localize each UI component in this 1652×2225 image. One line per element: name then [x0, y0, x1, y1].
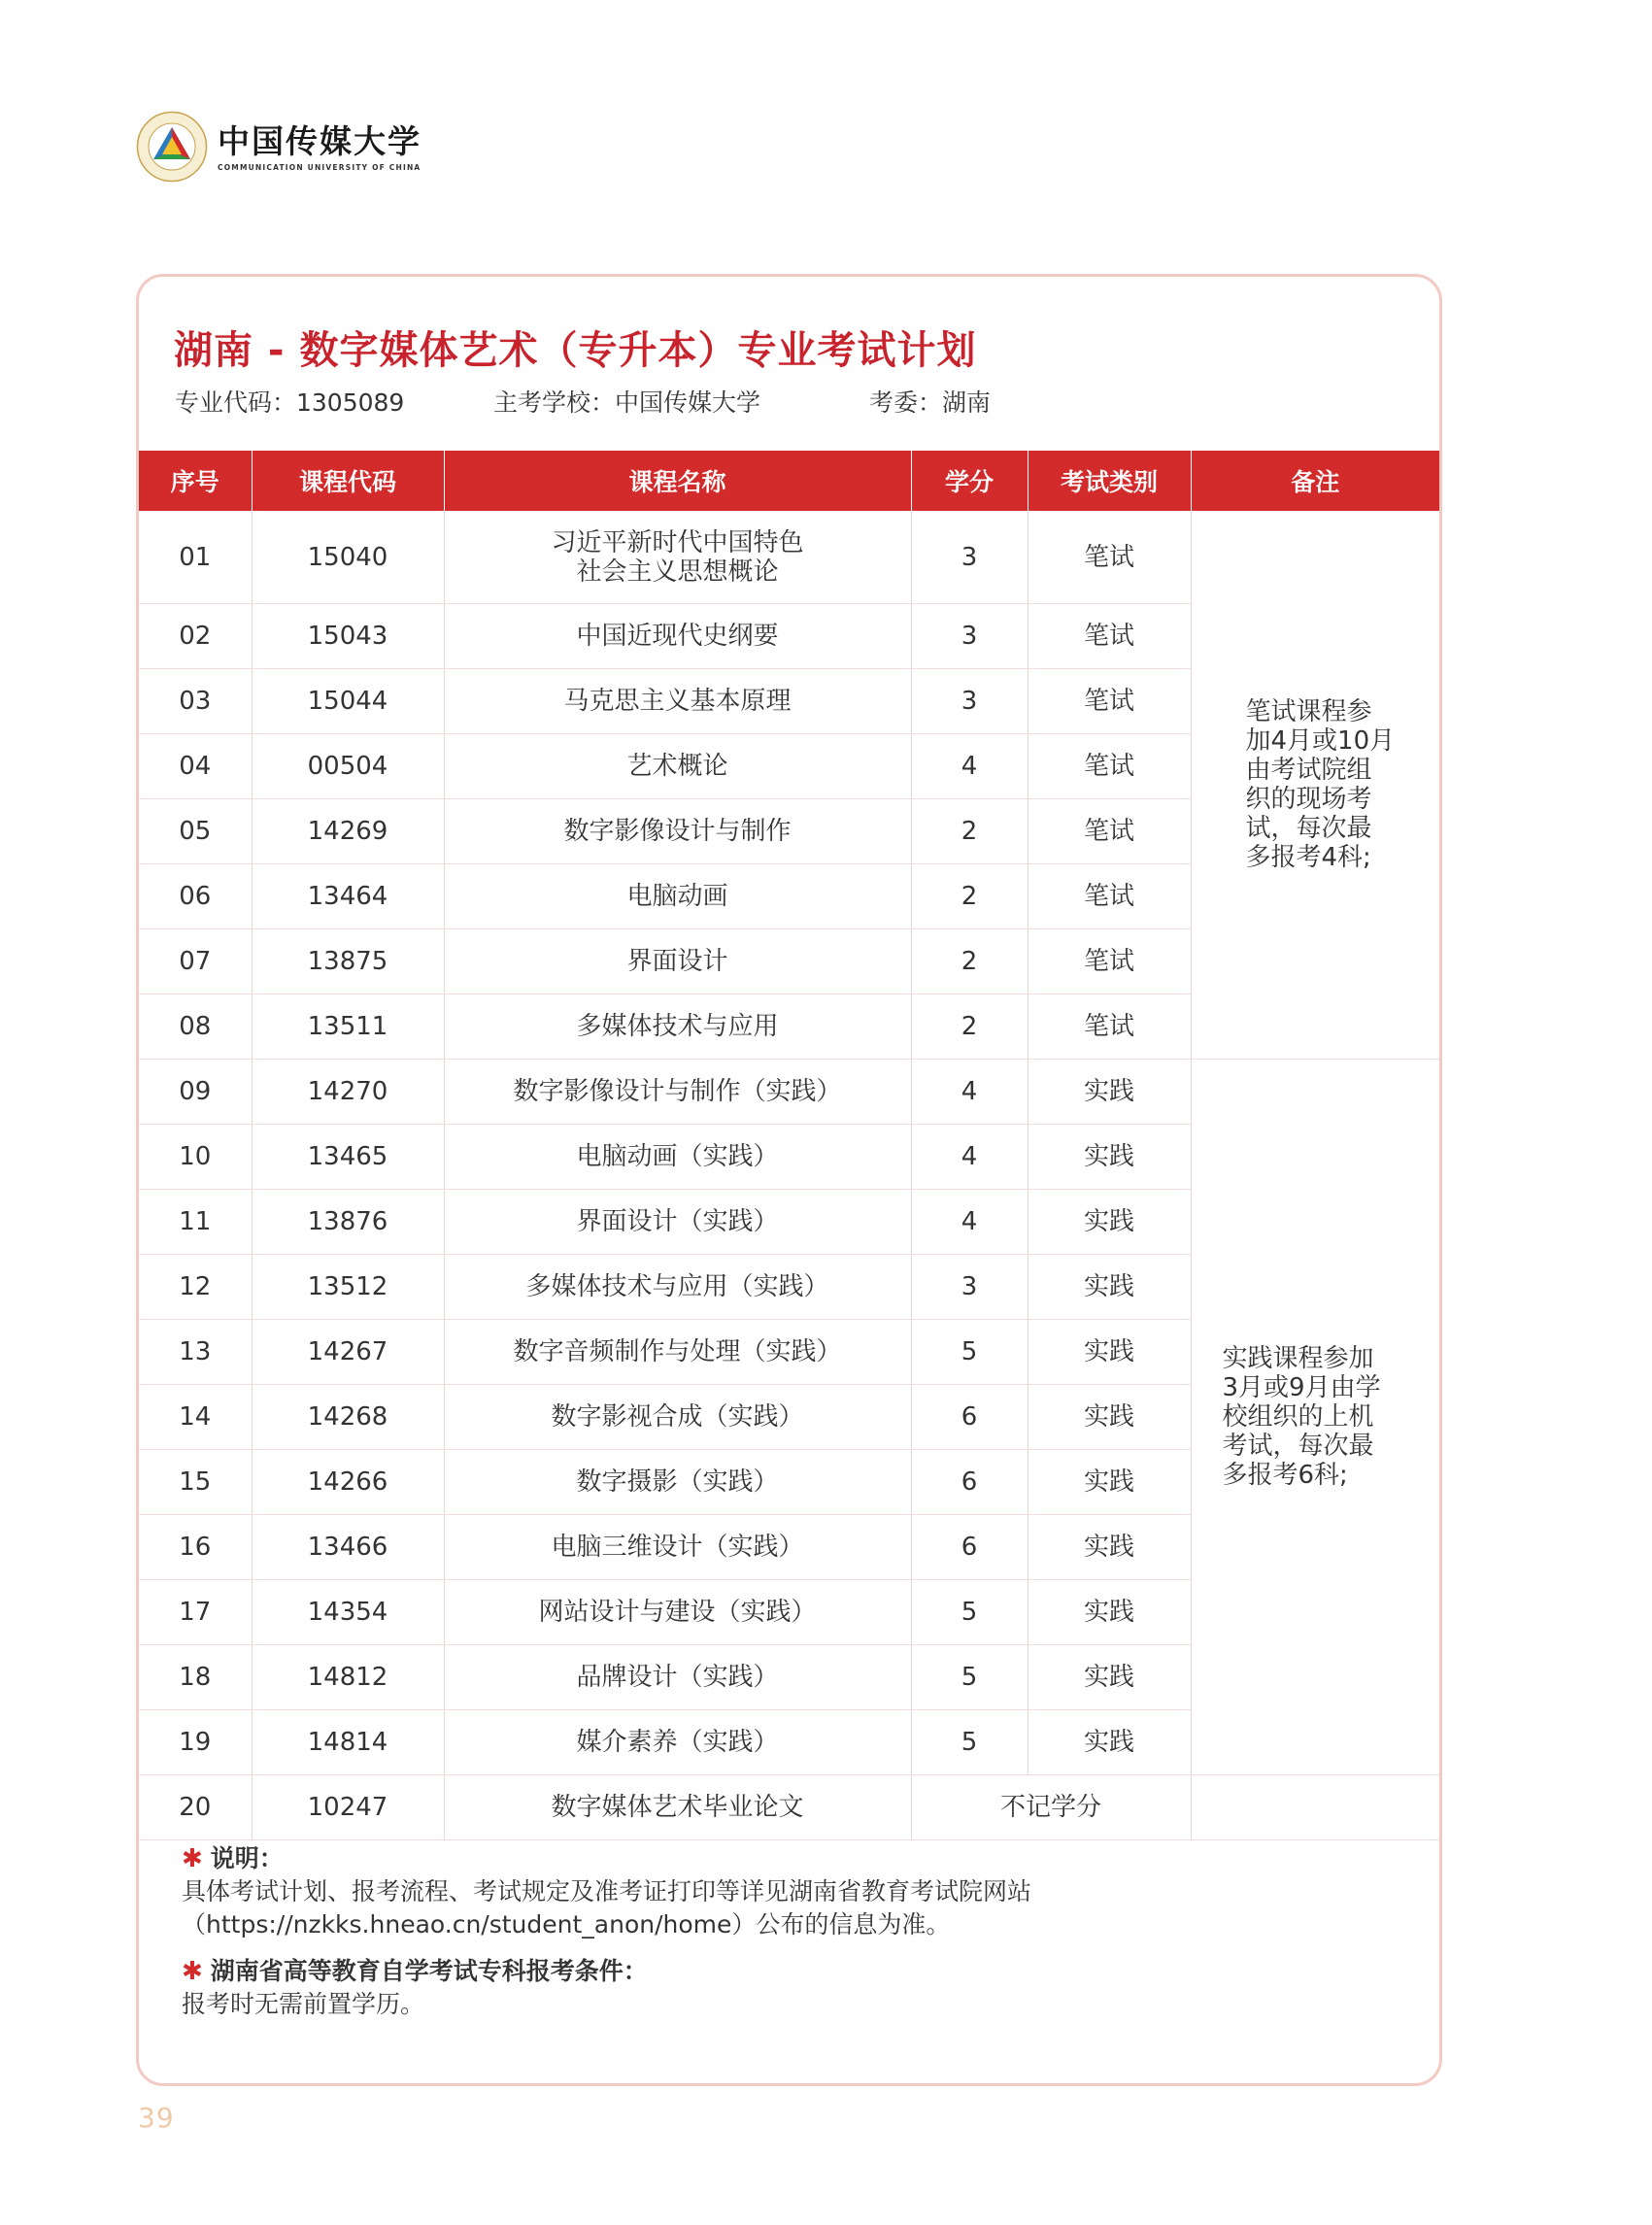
- row-no: 18: [139, 1645, 252, 1710]
- university-name-en: COMMUNICATION UNIVERSITY OF CHINA: [218, 162, 421, 172]
- row-course-name: 数字影像设计与制作: [444, 799, 911, 864]
- exam-committee: 考委：湖南: [869, 388, 992, 417]
- page-number: 39: [138, 2102, 175, 2134]
- row-credit: 6: [911, 1385, 1028, 1450]
- row-exam-type: 实践: [1028, 1450, 1191, 1515]
- row-exam-type: 实践: [1028, 1190, 1191, 1255]
- row-exam-type: 实践: [1028, 1515, 1191, 1580]
- row-credit-type: 不记学分: [911, 1775, 1191, 1840]
- explanation-heading: [182, 1842, 1405, 1875]
- row-code: 15044: [252, 669, 444, 734]
- row-course-name: 数字音频制作与处理（实践）: [444, 1320, 911, 1385]
- row-code: 13875: [252, 929, 444, 995]
- university-name-cn: 中国传媒大学: [218, 121, 421, 160]
- row-code: 10247: [252, 1775, 444, 1840]
- note-line: 实践课程参加: [1222, 1344, 1374, 1373]
- row-no: 19: [139, 1710, 252, 1775]
- row-course-name: 界面设计: [444, 929, 911, 995]
- row-code: 13464: [252, 864, 444, 929]
- row-credit: 3: [911, 669, 1028, 734]
- row-course-name: 多媒体技术与应用（实践）: [444, 1255, 911, 1320]
- row-course-name: [444, 511, 911, 604]
- row-exam-type: 笔试: [1028, 864, 1191, 929]
- row-exam-type: 笔试: [1028, 604, 1191, 669]
- row-course-name: 数字影视合成（实践）: [444, 1385, 911, 1450]
- row-course-name: 电脑三维设计（实践）: [444, 1515, 911, 1580]
- row-credit: 2: [911, 929, 1028, 995]
- asterisk-icon: ✱: [182, 1844, 203, 1873]
- row-exam-type: 笔试: [1028, 929, 1191, 995]
- row-code: 13876: [252, 1190, 444, 1255]
- row-course-name: 数字影像设计与制作（实践）: [444, 1060, 911, 1125]
- row-exam-type: 笔试: [1028, 799, 1191, 864]
- note-line: 校组织的上机: [1222, 1402, 1374, 1432]
- row-credit: 3: [911, 1255, 1028, 1320]
- row-no: 11: [139, 1190, 252, 1255]
- row-course-name: 中国近现代史纲要: [444, 604, 911, 669]
- row-no: 06: [139, 864, 252, 929]
- university-logo: [136, 111, 421, 183]
- row-no: 12: [139, 1255, 252, 1320]
- row-exam-type: 笔试: [1028, 511, 1191, 604]
- row-code: 14266: [252, 1450, 444, 1515]
- row-code: 14354: [252, 1580, 444, 1645]
- row-course-name: 网站设计与建设（实践）: [444, 1580, 911, 1645]
- explanation-section: [182, 1842, 1405, 2021]
- row-code: 13465: [252, 1125, 444, 1190]
- row-code: 14267: [252, 1320, 444, 1385]
- header-type: 考试类别: [1028, 451, 1191, 511]
- plan-meta: [175, 384, 991, 419]
- header-code: 课程代码: [252, 451, 444, 511]
- row-course-name: 数字摄影（实践）: [444, 1450, 911, 1515]
- row-no: 09: [139, 1060, 252, 1125]
- practice-exam-note: [1191, 1060, 1439, 1775]
- row-no: 05: [139, 799, 252, 864]
- row-credit: 5: [911, 1710, 1028, 1775]
- row-exam-type: 笔试: [1028, 669, 1191, 734]
- note-line: 加4月或10月: [1245, 726, 1396, 756]
- row-course-name: 数字媒体艺术毕业论文: [444, 1775, 911, 1840]
- note-line: 3月或9月由学: [1222, 1373, 1381, 1402]
- row-code: 15040: [252, 511, 444, 604]
- row-course-name: 媒介素养（实践）: [444, 1710, 911, 1775]
- row-code: 13511: [252, 995, 444, 1060]
- row-no: 10: [139, 1125, 252, 1190]
- row-no: 04: [139, 734, 252, 799]
- row-no: 01: [139, 511, 252, 604]
- row-no: 08: [139, 995, 252, 1060]
- explanation-text-line2: （https://nzkks.hneao.cn/student_anon/home）公布的信息为准。: [182, 1910, 951, 1938]
- row-no: 20: [139, 1775, 252, 1840]
- row-credit: 4: [911, 1060, 1028, 1125]
- row-course-name: 多媒体技术与应用: [444, 995, 911, 1060]
- row-credit: 4: [911, 734, 1028, 799]
- note-line: 多报考6科;: [1222, 1461, 1348, 1490]
- row-exam-type: 实践: [1028, 1125, 1191, 1190]
- note-line: 笔试课程参: [1245, 697, 1372, 726]
- row-code: 13466: [252, 1515, 444, 1580]
- row-course-name: 界面设计（实践）: [444, 1190, 911, 1255]
- header-credit: 学分: [911, 451, 1028, 511]
- row-exam-type: 实践: [1028, 1255, 1191, 1320]
- row-no: 07: [139, 929, 252, 995]
- row-credit: 2: [911, 864, 1028, 929]
- requirements-heading: [182, 1955, 1405, 1988]
- note-line: 织的现场考: [1245, 785, 1372, 814]
- row-course-name: 品牌设计（实践）: [444, 1645, 911, 1710]
- table-row: [139, 1775, 1439, 1840]
- row-credit: 2: [911, 799, 1028, 864]
- row-course-name: 电脑动画: [444, 864, 911, 929]
- header-name: 课程名称: [444, 451, 911, 511]
- row-code: 13512: [252, 1255, 444, 1320]
- row-credit: 5: [911, 1645, 1028, 1710]
- note-line: 多报考4科;: [1245, 843, 1371, 872]
- row-code: 14269: [252, 799, 444, 864]
- row-credit: 3: [911, 604, 1028, 669]
- university-emblem-icon: [136, 111, 208, 183]
- row-code: 14270: [252, 1060, 444, 1125]
- requirements-text: 报考时无需前置学历。: [182, 1990, 425, 2018]
- row-code: 00504: [252, 734, 444, 799]
- row-no: 03: [139, 669, 252, 734]
- row-credit: 5: [911, 1320, 1028, 1385]
- row-credit: 5: [911, 1580, 1028, 1645]
- row-no: 02: [139, 604, 252, 669]
- row-exam-type: 实践: [1028, 1320, 1191, 1385]
- major-code: 专业代码：1305089: [175, 388, 405, 417]
- table-header-row: [139, 451, 1439, 511]
- row-code: 14268: [252, 1385, 444, 1450]
- row-code: 15043: [252, 604, 444, 669]
- row-no: 14: [139, 1385, 252, 1450]
- header-note: 备注: [1191, 451, 1439, 511]
- row-exam-type: 笔试: [1028, 734, 1191, 799]
- row-exam-type: 笔试: [1028, 995, 1191, 1060]
- row-credit: 6: [911, 1515, 1028, 1580]
- host-school: 主考学校：中国传媒大学: [493, 388, 761, 417]
- explanation-title: 说明：: [210, 1844, 284, 1872]
- row-exam-type: 实践: [1028, 1580, 1191, 1645]
- row-code: 14812: [252, 1645, 444, 1710]
- page-title: 湖南 - 数字媒体艺术（专升本）专业考试计划: [174, 328, 977, 373]
- note-line: 考试，每次最: [1222, 1432, 1374, 1461]
- row-exam-type: 实践: [1028, 1710, 1191, 1775]
- row-credit: 4: [911, 1190, 1028, 1255]
- written-exam-note: [1191, 511, 1439, 1060]
- row-credit: 2: [911, 995, 1028, 1060]
- note-line: 由考试院组: [1245, 756, 1372, 785]
- row-no: 13: [139, 1320, 252, 1385]
- row-no: 16: [139, 1515, 252, 1580]
- row-code: 14814: [252, 1710, 444, 1775]
- course-name-line1: 习近平新时代中国特色: [551, 527, 804, 557]
- row-credit: 4: [911, 1125, 1028, 1190]
- row-note-empty: [1191, 1775, 1439, 1840]
- row-course-name: 马克思主义基本原理: [444, 669, 911, 734]
- row-credit: 6: [911, 1450, 1028, 1515]
- explanation-text-line1: 具体考试计划、报考流程、考试规定及准考证打印等详见湖南省教育考试院网站: [182, 1877, 1032, 1905]
- course-name-line2: 社会主义思想概论: [576, 556, 779, 587]
- requirements-title: 湖南省高等教育自学考试专科报考条件：: [210, 1957, 648, 1985]
- row-no: 15: [139, 1450, 252, 1515]
- row-exam-type: 实践: [1028, 1060, 1191, 1125]
- course-table: [139, 451, 1439, 1840]
- row-course-name: 电脑动画（实践）: [444, 1125, 911, 1190]
- asterisk-icon: ✱: [182, 1957, 203, 1986]
- row-exam-type: 实践: [1028, 1385, 1191, 1450]
- note-line: 试，每次最: [1245, 814, 1372, 843]
- exam-plan-card: [136, 274, 1442, 2086]
- row-credit: 3: [911, 511, 1028, 604]
- row-no: 17: [139, 1580, 252, 1645]
- row-exam-type: 实践: [1028, 1645, 1191, 1710]
- row-course-name: 艺术概论: [444, 734, 911, 799]
- table-row: [139, 511, 1439, 604]
- header-no: 序号: [139, 451, 252, 511]
- table-row: [139, 1060, 1439, 1125]
